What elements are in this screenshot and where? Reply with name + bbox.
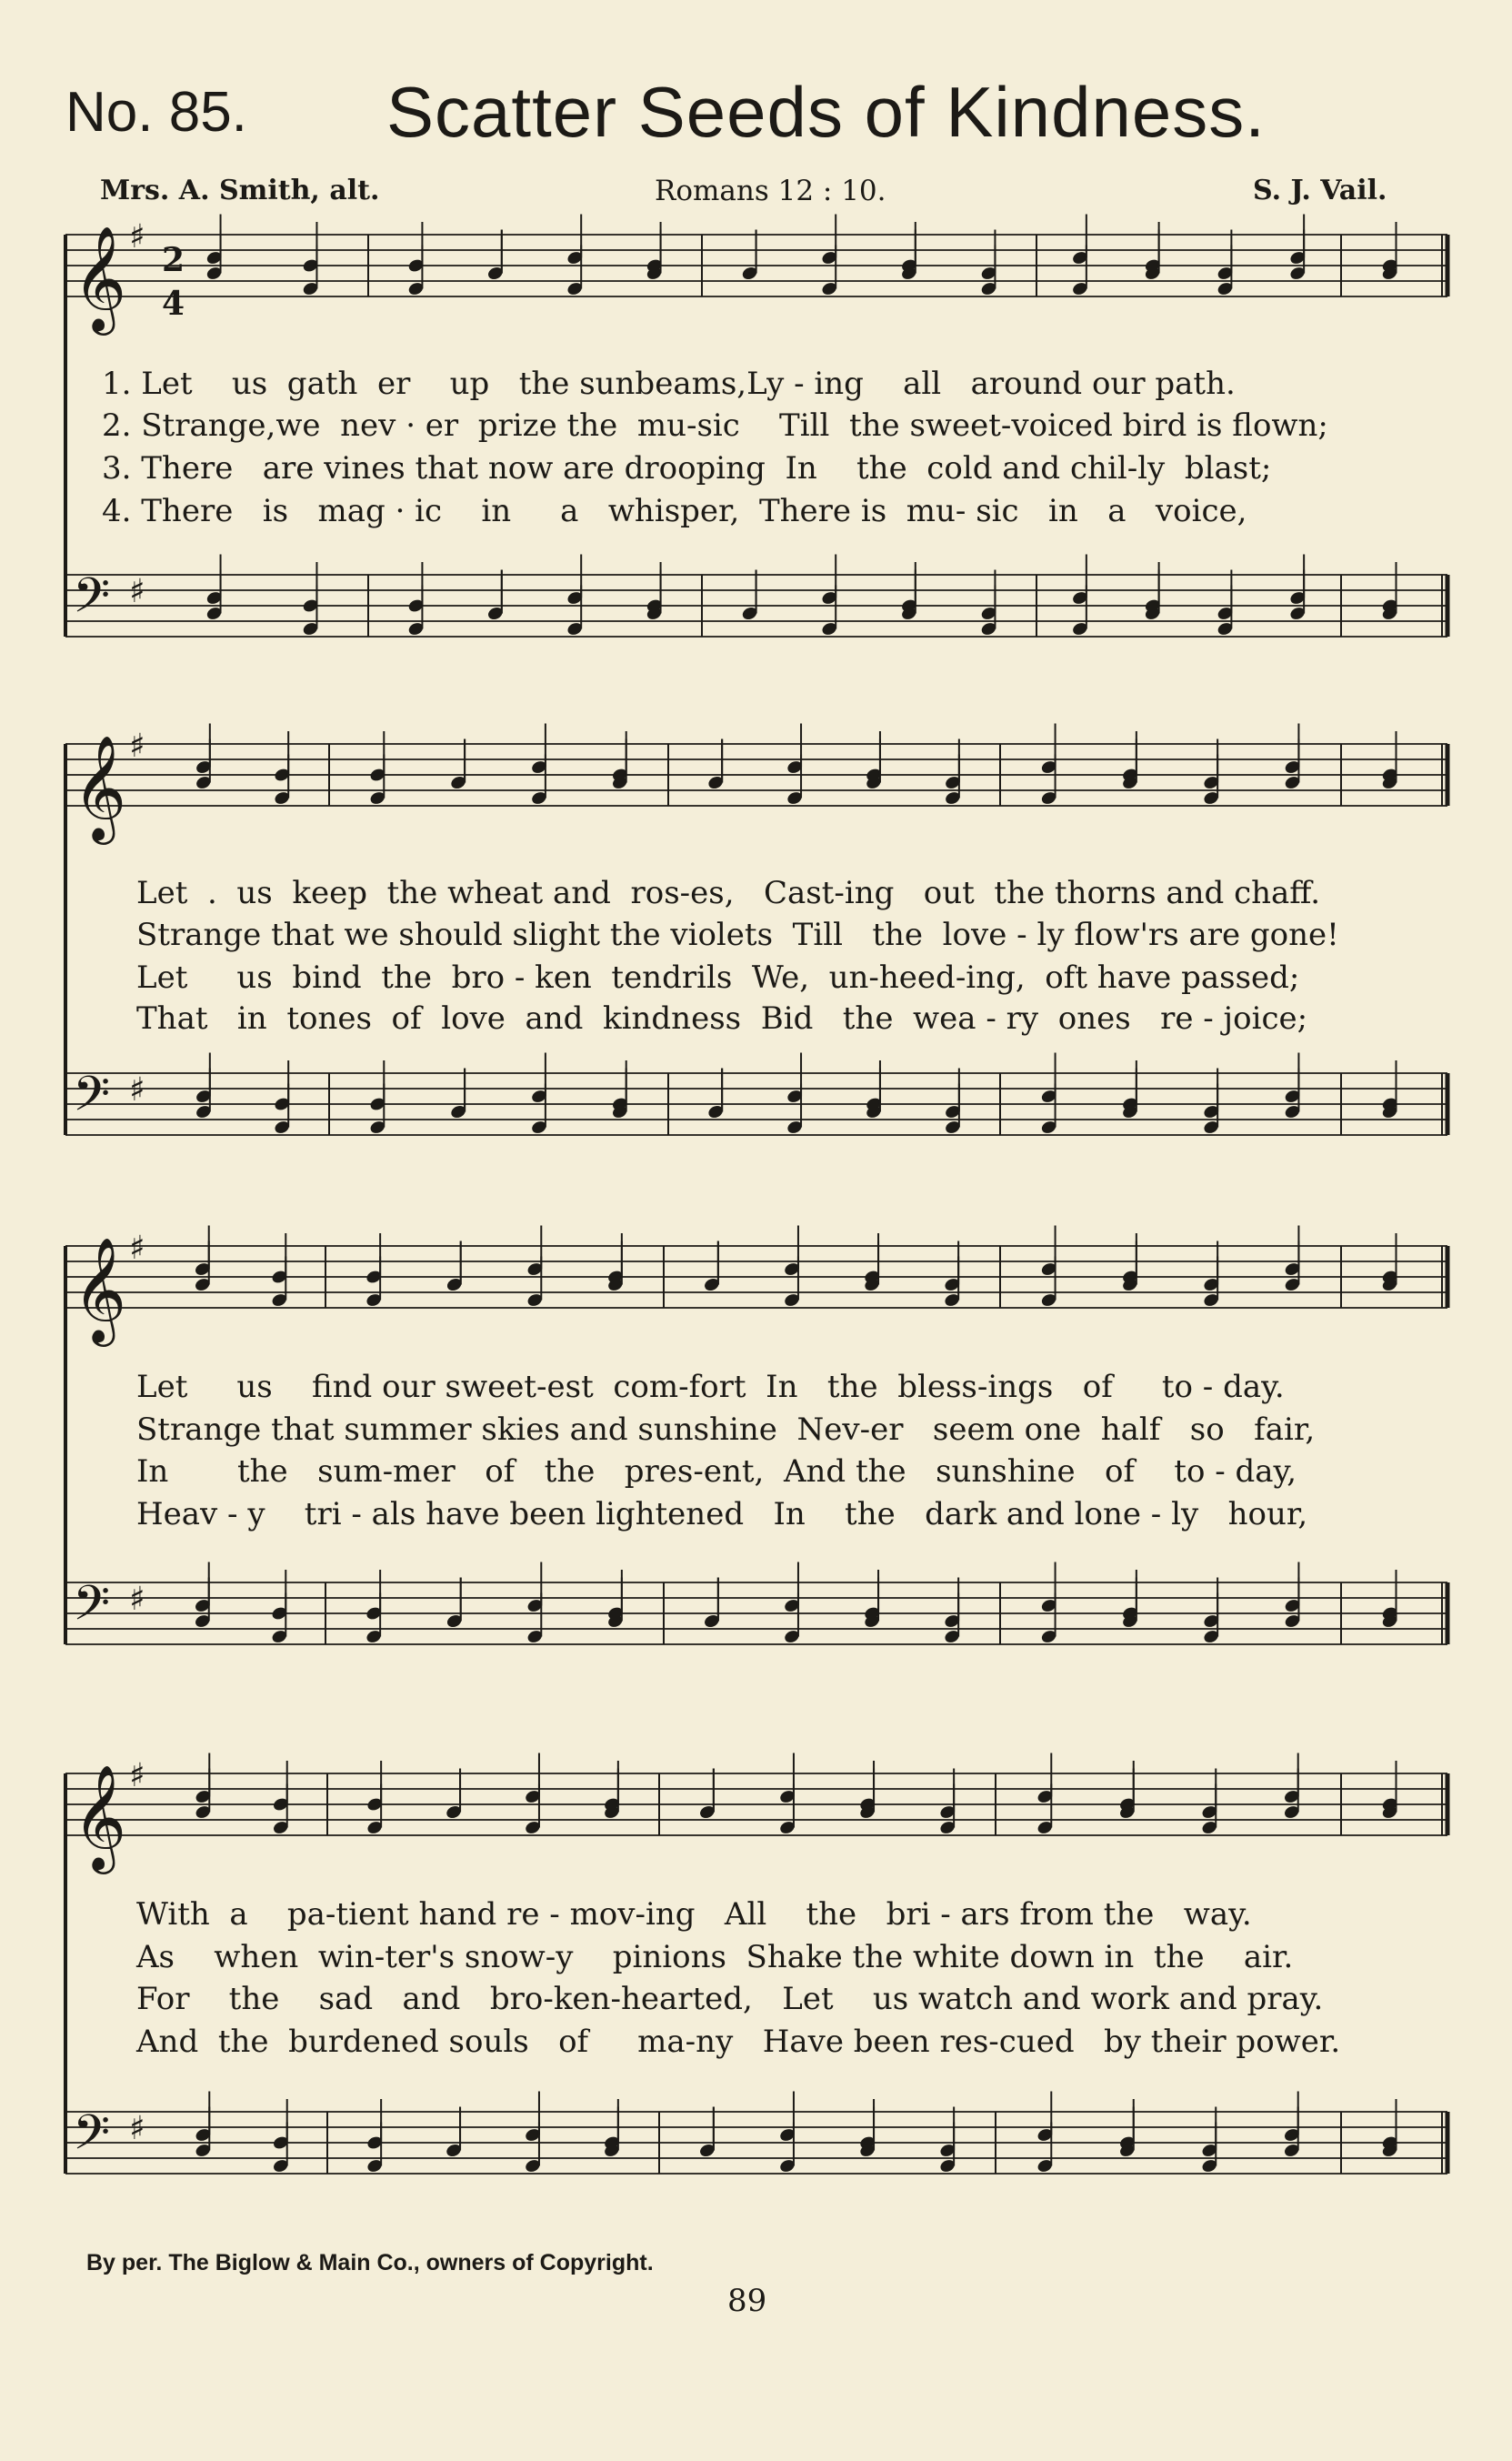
lyric-line: As when win-ter's snow-y pinions Shake the white down in the air. [136, 1939, 1294, 1975]
key-sharp-icon: ♯ [129, 1071, 145, 1109]
lyric-line: In the sum-mer of the pres-ent, And the sunshine of to - day, [136, 1453, 1297, 1490]
lyric-line: Heav - y tri - als have been lightened In the dark and lone - ly hour, [136, 1496, 1308, 1532]
key-sharp-icon: ♯ [129, 1230, 145, 1267]
copyright-notice: By per. The Biglow & Main Co., owners of Copyright. [86, 2250, 654, 2275]
bass-clef-icon: 𝄢 [73, 1576, 111, 1643]
lyric-line: Let . us keep the wheat and ros-es, Cast-ing out the thorns and chaff. [136, 875, 1321, 911]
bass-clef-icon: 𝄢 [73, 568, 111, 636]
key-sharp-icon: ♯ [129, 1757, 145, 1794]
lyric-line: With a pa-tient hand re - mov-ing All the bri - ars from the way. [136, 1896, 1252, 1933]
treble-clef-icon: 𝄞 [73, 1763, 127, 1870]
time-signature [162, 241, 185, 323]
hymn-title: Scatter Seeds of Kindness. [386, 72, 1266, 152]
bass-clef-icon: 𝄢 [73, 2105, 111, 2173]
lyric-line: Strange that summer skies and sunshine Nev-er seem one half so fair, [136, 1411, 1316, 1448]
lyric-line: 3. There are vines that now are drooping In the cold and chil-ly blast; [102, 450, 1272, 487]
hymn-number: No. 85. [65, 81, 247, 144]
scripture-reference: Romans 12 : 10. [655, 175, 886, 207]
lyric-line: 4. There is mag · ic in a whisper, There is mu- sic in a voice, [102, 493, 1247, 529]
treble-clef-icon: 𝄞 [73, 734, 127, 840]
key-sharp-icon: ♯ [129, 218, 145, 256]
key-sharp-icon: ♯ [129, 728, 145, 765]
lyric-line: 1. Let us gath er up the sunbeams,Ly - ing all around our path. [102, 366, 1236, 402]
lyric-line: That in tones of love and kindness Bid the wea - ry ones re - joice; [136, 1000, 1308, 1037]
page-number: 89 [727, 2283, 767, 2319]
key-sharp-icon: ♯ [129, 1581, 145, 1618]
lyric-line: Let us find our sweet-est com-fort In the bless-ings of to - day. [136, 1369, 1285, 1405]
lyric-line: Let us bind the bro - ken tendrils We, un-heed-ing, oft have passed; [136, 959, 1300, 996]
treble-clef-icon: 𝄞 [73, 1236, 127, 1342]
treble-clef-icon: 𝄞 [73, 225, 127, 331]
key-sharp-icon: ♯ [129, 573, 145, 610]
time-signature-bottom: 4 [162, 285, 185, 323]
key-sharp-icon: ♯ [129, 2110, 145, 2147]
lyric-line: 2. Strange,we nev · er prize the mu-sic Till the sweet-voiced bird is flown; [102, 407, 1328, 444]
lyric-line: For the sad and bro-ken-hearted, Let us watch and work and pray. [136, 1981, 1324, 2017]
time-signature-top: 2 [162, 241, 185, 279]
bass-clef-icon: 𝄢 [73, 1067, 111, 1134]
lyric-line: Strange that we should slight the violets Till the love - ly flow'rs are gone! [136, 917, 1339, 953]
author-credit: Mrs. A. Smith, alt. [100, 175, 380, 206]
lyric-line: And the burdened souls of ma-ny Have been res-cued by their power. [136, 2024, 1341, 2060]
composer-credit: S. J. Vail. [1253, 175, 1387, 206]
